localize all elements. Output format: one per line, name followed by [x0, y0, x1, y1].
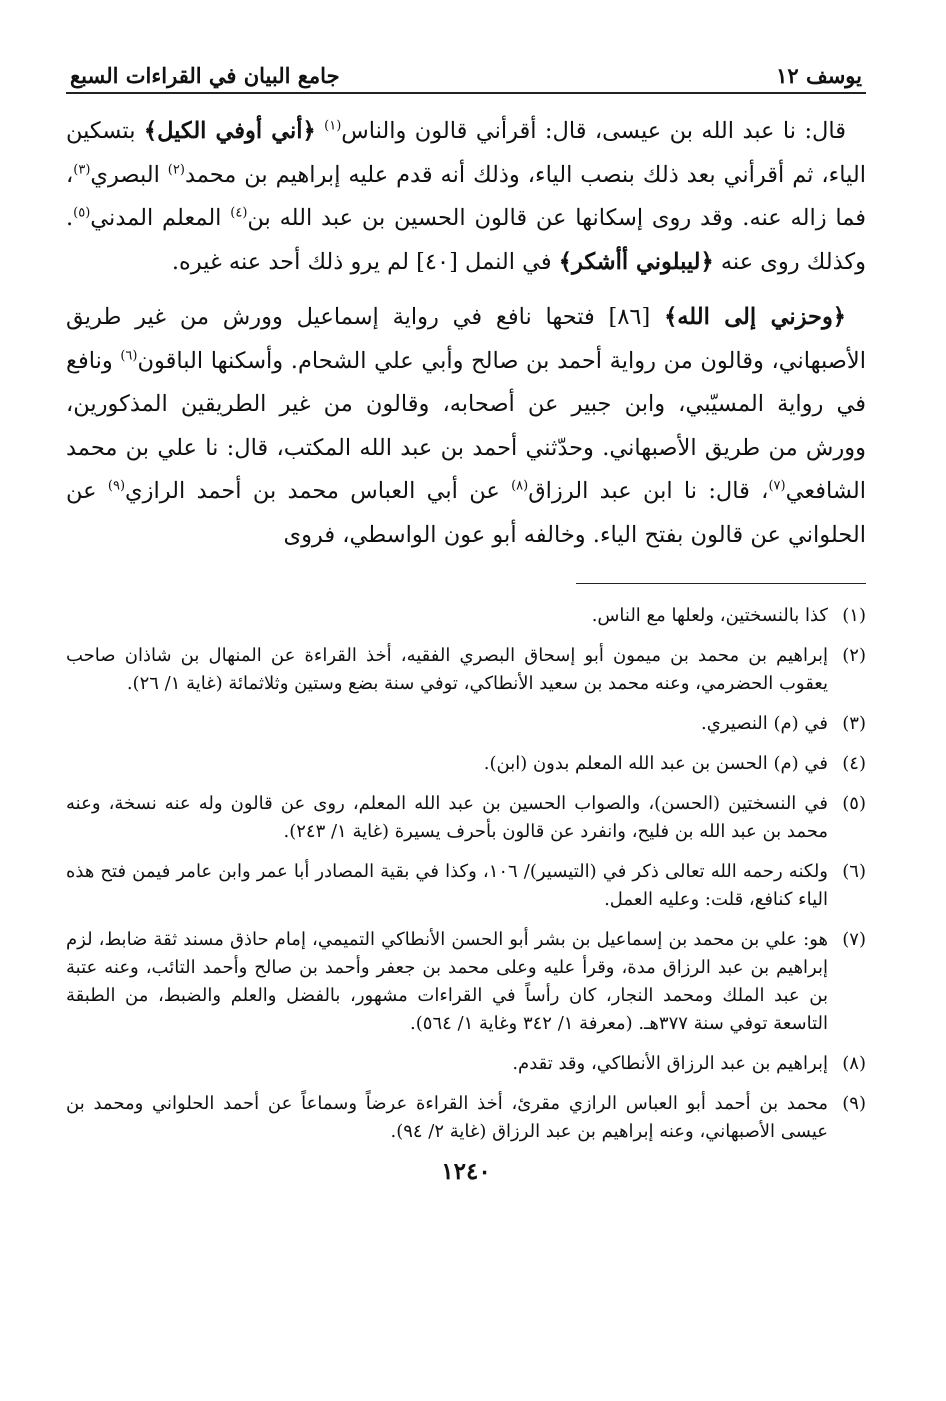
text-run: عن أبي العباس محمد بن أحمد الرازي	[125, 478, 512, 504]
footnote-ref: (٥)	[73, 205, 91, 221]
text-run: عن الحلواني عن قالون بفتح الياء. وخالفه أبو عون الواسطي، فروى	[66, 478, 866, 548]
footnote	[66, 602, 866, 630]
text-run: البصري	[90, 161, 168, 188]
footnote-number: (٣)	[842, 713, 866, 734]
footnote-ref: (١)	[324, 118, 342, 134]
footnote-separator	[576, 583, 866, 584]
footnote	[66, 858, 866, 914]
footnote-number: (٦)	[842, 861, 866, 882]
footnote-number: (٧)	[842, 929, 866, 950]
footnote	[66, 1090, 866, 1146]
text-run: . وكذلك روى عنه	[66, 205, 866, 275]
footnote-number: (٢)	[842, 645, 866, 666]
footnote-number: (٩)	[842, 1093, 866, 1114]
quran-quote: ﴿وحزني إلى الله﴾	[664, 304, 846, 330]
page-number: ١٢٤٠	[441, 1158, 491, 1185]
footnote-text: في (م) النصيري.	[701, 713, 828, 734]
footnote-number: (٤)	[842, 753, 866, 774]
footnote-text: محمد بن أحمد أبو العباس الرازي مقرئ، أخذ القراءة عرضاً وسماعاً عن أحمد الحلواني ومحمد بن عيسى الأصبهاني، وعنه إبراهيم بن عبد الرزاق (غاية ٢/ ٩٤).	[66, 1093, 828, 1142]
text-run: ونافع في رواية المسيّبي، وابن جبير عن أصحابه، وقالون من غير الطريقين المذكورين، وورش من طريق الأصبهاني. وحدّثني أحمد بن عبد الله المكتب، قال: نا علي بن محمد الشافعي	[66, 347, 866, 504]
footnote-ref: (٢)	[167, 162, 185, 177]
text-run: ، فما زاله عنه. وقد روى إسكانها عن قالون الحسين بن عبد الله بن	[66, 161, 866, 231]
footnote-ref: (٨)	[511, 478, 529, 494]
footnotes	[66, 602, 866, 1146]
header-surah: يوسف ١٢	[776, 63, 862, 88]
page	[66, 52, 866, 1185]
footnote-ref: (٧)	[768, 478, 786, 494]
footnote	[66, 926, 866, 1038]
footnote	[66, 750, 866, 778]
text-run: المعلم المدني	[90, 205, 231, 231]
footnote-text: إبراهيم بن محمد بن ميمون أبو إسحاق البصري الفقيه، أخذ القراءة عن المنهال بن شاذان صاحب يعقوب الحضرمي، وعنه محمد بن سعيد الأنطاكي، توفي سنة بضع وستين وثلاثمائة (غاية ١/ ٢٦).	[66, 645, 828, 694]
paragraph	[66, 110, 866, 284]
footnote-number: (١)	[842, 605, 866, 626]
footnote-text: كذا بالنسختين، ولعلها مع الناس.	[591, 605, 828, 626]
footnote-text: إبراهيم بن عبد الرزاق الأنطاكي، وقد تقدم.	[512, 1053, 828, 1074]
text-run: قال: نا عبد الله بن عيسى، قال: أقرأني قالون والناس	[341, 118, 846, 144]
footnote-number: (٨)	[842, 1053, 866, 1074]
footnote	[66, 790, 866, 846]
quran-quote: ﴿ليبلوني أأشكر﴾	[558, 248, 714, 275]
text-run: بتسكين الياء، ثم أقرأني بعد ذلك بنصب الياء، وذلك أنه قدم عليه إبراهيم بن محمد	[66, 118, 866, 188]
text-run: [٨٦] فتحها نافع في رواية إسماعيل وورش من غير طريق الأصبهاني، وقالون من رواية أحمد بن صالح وأبي علي الشحام. وأسكنها الباقون	[66, 304, 866, 374]
text-run: في النمل [٤٠] لم يرو ذلك أحد عنه غيره.	[171, 248, 559, 275]
text-run: ، قال: نا ابن عبد الرزاق	[528, 478, 769, 504]
paragraph	[66, 296, 866, 557]
header-book-title: جامع البيان في القراءات السبع	[70, 63, 340, 88]
footnote	[66, 642, 866, 698]
main-text	[66, 110, 866, 557]
footnote	[66, 710, 866, 738]
text-run	[316, 118, 324, 144]
footnote-text: هو: علي بن محمد بن إسماعيل بن بشر أبو الحسن الأنطاكي التميمي، إمام حاذق مسند ثقة ضابط، لزم إبراهيم بن عبد الرزاق مدة، وقرأ عليه وعلى محمد بن جعفر وأحمد بن صالح وأحمد التائب، وعنه عتبة بن عبد الملك ومحمد النجار، كان رأساً في القراءات مشهور، بالفضل والعلم والضبط، من الطبقة التاسعة توفي سنة ٣٧٧هـ. (معرفة ١/ ٣٤٢ وغاية ١/ ٥٦٤).	[66, 929, 829, 1034]
footnote-number: (٥)	[842, 793, 866, 814]
footnote-ref: (٦)	[120, 348, 138, 363]
footnote-text: في النسختين (الحسن)، والصواب الحسين بن عبد الله المعلم، روى عن قالون وله عنه نسخة، وعنه محمد بن عبد الله بن فليح، وانفرد عن قالون بأحرف يسيرة (غاية ١/ ٢٤٣).	[66, 793, 828, 842]
footnote-ref: (٩)	[107, 478, 126, 494]
footnote-ref: (٤)	[230, 205, 248, 221]
footnote-text: في (م) الحسن بن عبد الله المعلم بدون (ابن).	[483, 753, 828, 774]
running-header	[66, 52, 866, 94]
footnote-text: ولكنه رحمه الله تعالى ذكر في (التيسير)/ ١٠٦، وكذا في بقية المصادر أبا عمر وابن عامر فيمن فتح هذه الياء كنافع، قلت: وعليه العمل.	[66, 861, 828, 910]
footnote	[66, 1050, 866, 1078]
quran-quote: ﴿أني أوفي الكيل﴾	[143, 118, 316, 144]
footnote-ref: (٣)	[73, 162, 91, 177]
